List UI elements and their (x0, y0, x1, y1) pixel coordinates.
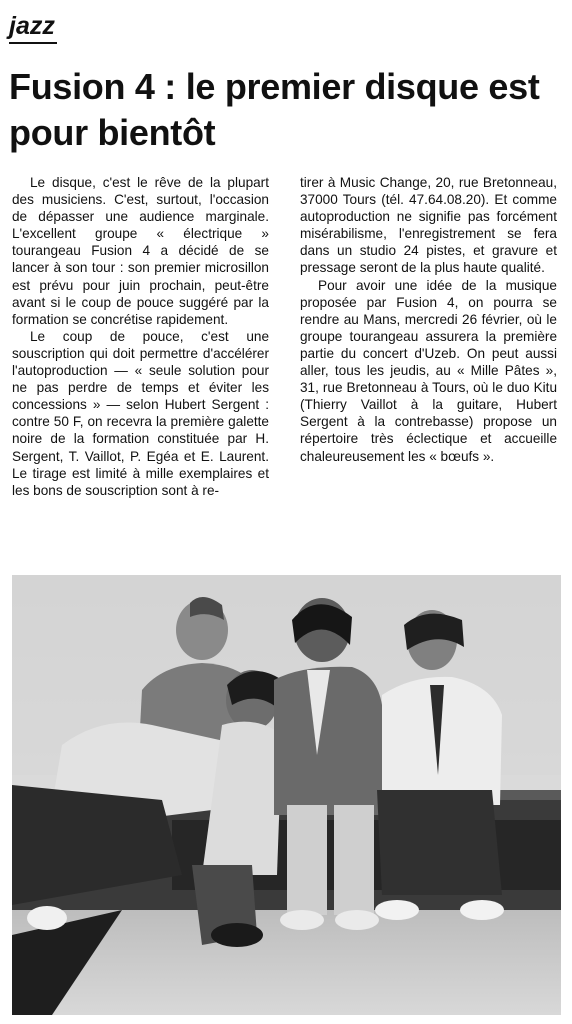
article-column-right (300, 174, 557, 465)
article-column-left (12, 174, 269, 499)
band-photo (12, 575, 561, 1015)
article-body (12, 174, 562, 570)
paragraph: Pour avoir une idée de la musique proposée par Fusion 4, on pourra se rendre au Mans, mercredi 26 février, où le groupe tourangeau assurera la première partie du concert d'Uzeb. On peut aussi aller, tous les jeudis, au « Mille Pâtes », 31, rue Bretonneau à Tours, où le duo Kitu (Thierry Vaillot à la guitare, Hubert Sergent à la contrebasse) propose un répertoire très éclectique et accueille chaleureusement les « bœufs ». (300, 277, 557, 464)
article-headline: Fusion 4 : le premier disque est pour bientôt (9, 66, 540, 153)
paragraph: Le disque, c'est le rêve de la plupart des musiciens. C'est, surtout, l'occasion de dépasser une audience marginale. L'excellent groupe « électrique » tourangeau Fusion 4 a décidé de se lancer à son tour : son premier microsillon est prévu pour juin prochain, peut-être avant si le coup de pouce suggéré par la formation se concrétise rapidement. (12, 175, 269, 327)
paragraph: tirer à Music Change, 20, rue Bretonneau, 37000 Tours (tél. 47.64.08.20). Et comme autoproduction ne signifie pas forcément misérabilisme, l'enregistrement se fera dans un studio 24 pistes, et gravure et pressage seront de la plus haute qualité. (300, 175, 557, 276)
section-rubric: jazz (9, 10, 57, 44)
paragraph: Le coup de pouce, c'est une souscription qui doit permettre d'accélérer l'autoproduction — « seule solution pour ne pas perdre de temps et éviter les concessions » — selon Hubert Sergent : contre 50 F, on recevra la première galette noire de la formation constituée par H. Sergent, T. Vaillot, P. Egéa et E. Laurent. Le tirage est limité à mille exemplaires et les bons de souscription sont à re- (12, 328, 269, 498)
